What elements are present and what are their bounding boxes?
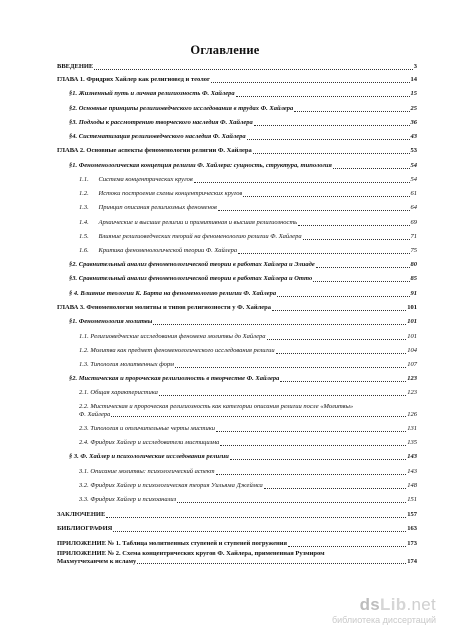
toc-entry-title: 3.2. Фридрих Хайлер и психологическая теория Уильяма Джеймса bbox=[79, 482, 263, 489]
toc-entry[interactable] bbox=[69, 160, 417, 171]
toc-page-number: 173 bbox=[407, 540, 417, 547]
toc-entry[interactable] bbox=[79, 202, 417, 213]
toc-entry-title: §3. Подходы к рассмотрению творческого наследия Ф. Хайлера bbox=[69, 119, 253, 126]
dot-leader bbox=[253, 153, 410, 154]
dot-leader bbox=[272, 310, 406, 311]
dot-leader bbox=[216, 474, 407, 475]
dot-leader bbox=[313, 281, 409, 282]
toc-entry-title: 1.1. Система концентрических кругов bbox=[79, 176, 193, 183]
dot-leader bbox=[94, 69, 412, 70]
toc-entry[interactable] bbox=[79, 480, 417, 491]
toc-entry[interactable] bbox=[57, 509, 417, 520]
toc-entry[interactable] bbox=[57, 550, 417, 566]
dot-leader bbox=[211, 82, 410, 83]
dot-leader bbox=[177, 502, 406, 503]
toc-page-number: 131 bbox=[407, 425, 417, 432]
toc-page-number: 43 bbox=[410, 133, 417, 140]
toc-entry[interactable] bbox=[57, 538, 417, 549]
toc-entry[interactable] bbox=[57, 302, 417, 313]
toc-entry-title: 1.3. Принцип описания религиозных феноменов bbox=[79, 204, 217, 211]
toc-entry-title: 1.6. Критика феноменологической теории Ф. Хайлера bbox=[79, 247, 238, 254]
toc-entry-title: БИБЛИОГРАФИЯ bbox=[57, 525, 113, 532]
dot-leader bbox=[153, 324, 406, 325]
toc-entry-line2 bbox=[57, 558, 417, 566]
dot-leader bbox=[175, 367, 406, 368]
toc-entry-title: §2. Основные принципы религиоведческого исследования в трудах Ф. Хайлера bbox=[69, 105, 294, 112]
dslib-logo: dsLib.net bbox=[359, 595, 436, 614]
toc-page-number: 135 bbox=[407, 439, 417, 446]
toc-entry-title: 1.2. Молитва как предмет феноменологического исследования религии bbox=[79, 347, 275, 354]
toc-entry[interactable] bbox=[69, 373, 417, 384]
toc-entry[interactable] bbox=[69, 288, 417, 299]
dot-leader bbox=[216, 431, 406, 432]
toc-page-number: 75 bbox=[410, 247, 417, 254]
toc-entry[interactable] bbox=[69, 88, 417, 99]
dot-leader bbox=[238, 253, 409, 254]
toc-entry[interactable] bbox=[79, 403, 417, 419]
toc-entry[interactable] bbox=[79, 245, 417, 256]
dot-leader bbox=[316, 267, 410, 268]
toc-entry-title: ГЛАВА 1. Фридрих Хайлер как религиовед и теолог bbox=[57, 76, 210, 83]
toc-page-number: 64 bbox=[410, 204, 417, 211]
toc-page-number: 91 bbox=[410, 290, 417, 297]
toc-page-number: 69 bbox=[410, 219, 417, 226]
toc-page-number: 157 bbox=[407, 511, 417, 518]
toc-entry[interactable] bbox=[57, 523, 417, 534]
dot-leader bbox=[220, 445, 406, 446]
toc-page-number: 101 bbox=[407, 318, 417, 325]
dot-leader bbox=[236, 96, 410, 97]
toc-entry-title: §1. Жизненный путь и личная религиозность Ф. Хайлера bbox=[69, 90, 235, 97]
toc-entry[interactable] bbox=[79, 423, 417, 434]
toc-entry-title: §1. Феноменология молитвы bbox=[69, 318, 153, 325]
toc-page-number: 126 bbox=[407, 411, 417, 418]
toc-entry-title: §3. Сравнительный анализ феноменологической теории в работах Хайлера и Отто bbox=[69, 275, 313, 282]
dot-leader bbox=[277, 296, 409, 297]
dot-leader bbox=[333, 168, 410, 169]
toc-page-number: 143 bbox=[407, 468, 417, 475]
toc-page-number: 85 bbox=[410, 275, 417, 282]
toc-entry[interactable] bbox=[79, 231, 417, 242]
dot-leader bbox=[137, 563, 406, 564]
toc-entry-title: ЗАКЛЮЧЕНИЕ bbox=[57, 511, 106, 518]
toc-entry-title: 1.3. Типология молитвенных форм bbox=[79, 361, 174, 368]
toc-page-number: 25 bbox=[410, 105, 417, 112]
dot-leader bbox=[276, 353, 407, 354]
toc-page-number: 71 bbox=[410, 233, 417, 240]
toc-entry-title-line2: Махмутчеханчем к исламу bbox=[57, 558, 137, 565]
toc-page-number: 54 bbox=[410, 162, 417, 169]
dot-leader bbox=[298, 225, 409, 226]
toc-page-number: 3 bbox=[413, 63, 417, 70]
toc-page-number: 174 bbox=[407, 558, 417, 565]
toc-entry-title: 1.2. Истоки построения схемы концентрических кругов bbox=[79, 190, 243, 197]
toc-entry-title: ВВЕДЕНИЕ bbox=[57, 63, 94, 70]
dot-leader bbox=[303, 239, 410, 240]
toc-entry-title: § 3. Ф. Хайлер и психологические исследования религии bbox=[69, 453, 229, 460]
toc-page-number: 54 bbox=[410, 176, 417, 183]
toc-entry-line2 bbox=[79, 411, 417, 419]
dot-leader bbox=[288, 546, 406, 547]
toc-page-number: 123 bbox=[407, 375, 417, 382]
toc-entry-title: 1.5. Влияние религиоведческих теорий на феноменологию религии Ф. Хайлера bbox=[79, 233, 302, 240]
toc-entry-title: §4. Систематизация религиоведческого наследия Ф. Хайлера bbox=[69, 133, 246, 140]
site-watermark bbox=[326, 595, 436, 629]
toc-entry[interactable] bbox=[79, 466, 417, 477]
toc-entry[interactable] bbox=[79, 188, 417, 199]
toc-entry-title: §2. Сравнительный анализ феноменологической теории в работах Хайлера и Элиаде bbox=[69, 261, 315, 268]
toc-entry[interactable] bbox=[79, 174, 417, 185]
toc-page-number: 163 bbox=[407, 525, 417, 532]
toc-entry-title: ПРИЛОЖЕНИЕ № 1. Таблица молитвенных ступеней и ступеней погружения bbox=[57, 540, 288, 547]
page-title: Оглавление bbox=[190, 43, 260, 57]
toc-entry-title: § 4. Влияние теологии К. Барта на феноменологию религии Ф. Хайлера bbox=[69, 290, 277, 297]
dot-leader bbox=[243, 196, 409, 197]
toc-page-number: 123 bbox=[407, 389, 417, 396]
dot-leader bbox=[159, 395, 406, 396]
toc-entry[interactable] bbox=[69, 316, 417, 327]
toc-entry[interactable] bbox=[69, 259, 417, 270]
toc-entry-title: ГЛАВА 2. Основные аспекты феноменологии религии Ф. Хайлера bbox=[57, 147, 252, 154]
toc-entry-title: 1.4. Архаические и высшие религии и примитивная и высшая религиозность bbox=[79, 219, 298, 226]
toc-entry-title-line2: Ф. Хайлера bbox=[79, 411, 111, 418]
toc-entry-title: 2.1. Общая характеристика bbox=[79, 389, 158, 396]
toc-page-number: 36 bbox=[410, 119, 417, 126]
toc-entry-title: ГЛАВА 3. Феноменология молитвы и типов религиозности у Ф. Хайлера bbox=[57, 304, 271, 311]
toc-entry-title: 2.3. Типология и отличительные черты мистики bbox=[79, 425, 216, 432]
toc-entry[interactable] bbox=[79, 494, 417, 505]
dot-leader bbox=[280, 381, 406, 382]
toc-entry[interactable] bbox=[57, 74, 417, 85]
toc-entry-title: 3.1. Описание молитвы: психологический аспект bbox=[79, 468, 215, 475]
toc-entry-title: §2. Мистическая и пророческая религиозность в творчестве Ф. Хайлера bbox=[69, 375, 280, 382]
toc-page-number: 107 bbox=[407, 361, 417, 368]
dot-leader bbox=[230, 459, 406, 460]
toc-page-number: 15 bbox=[410, 90, 417, 97]
toc-page-number: 143 bbox=[407, 453, 417, 460]
toc-page-number: 101 bbox=[407, 333, 417, 340]
toc-entry[interactable] bbox=[57, 61, 417, 72]
dot-leader bbox=[247, 139, 410, 140]
toc-entry-title: §1. Феноменологическая концепция религии Ф. Хайлера: сущность, структура, типология bbox=[69, 162, 332, 169]
toc-page-number: 53 bbox=[410, 147, 417, 154]
toc-entry-title-line1: 2.2. Мистическая и пророческая религиозность как категории описания религии после «Молитвы» bbox=[79, 403, 354, 410]
dot-leader bbox=[218, 210, 410, 211]
toc-entry[interactable] bbox=[69, 273, 417, 284]
toc-page-number: 14 bbox=[410, 76, 417, 83]
toc-entry[interactable] bbox=[69, 103, 417, 114]
toc-entry[interactable] bbox=[57, 145, 417, 156]
toc-page-number: 80 bbox=[410, 261, 417, 268]
dot-leader bbox=[106, 517, 406, 518]
toc-page-number: 104 bbox=[407, 347, 417, 354]
watermark-subtitle: библиотека диссертаций bbox=[331, 615, 436, 625]
dot-leader bbox=[254, 125, 410, 126]
dot-leader bbox=[267, 339, 407, 340]
toc-entry[interactable] bbox=[79, 437, 417, 448]
dot-leader bbox=[113, 531, 406, 532]
dot-leader bbox=[194, 182, 410, 183]
toc-entry[interactable] bbox=[79, 217, 417, 228]
toc-entry-title: 3.3. Фридрих Хайлер и психоанализ bbox=[79, 496, 177, 503]
toc-entry[interactable] bbox=[79, 359, 417, 370]
toc-entry-title: 1.1. Религиоведческие исследования феномена молитвы до Хайлера bbox=[79, 333, 266, 340]
toc-entry[interactable] bbox=[69, 117, 417, 128]
toc-page-number: 148 bbox=[407, 482, 417, 489]
toc-entry[interactable] bbox=[69, 451, 417, 462]
toc-entry[interactable] bbox=[79, 331, 417, 342]
dot-leader bbox=[264, 488, 406, 489]
toc-entry[interactable] bbox=[69, 131, 417, 142]
dot-leader bbox=[294, 111, 409, 112]
toc-entry-title-line1: ПРИЛОЖЕНИЕ № 2. Схема концентрических кругов Ф. Хайлера, примененная Рузмиром bbox=[57, 550, 325, 557]
toc-page-number: 151 bbox=[407, 496, 417, 503]
toc-entry[interactable] bbox=[79, 345, 417, 356]
dot-leader bbox=[111, 416, 406, 417]
toc-entry-title: 2.4. Фридрих Хайлер и исследователи мистицизма bbox=[79, 439, 220, 446]
toc-entry[interactable] bbox=[79, 387, 417, 398]
toc-page-number: 101 bbox=[407, 304, 417, 311]
toc-page-number: 61 bbox=[410, 190, 417, 197]
